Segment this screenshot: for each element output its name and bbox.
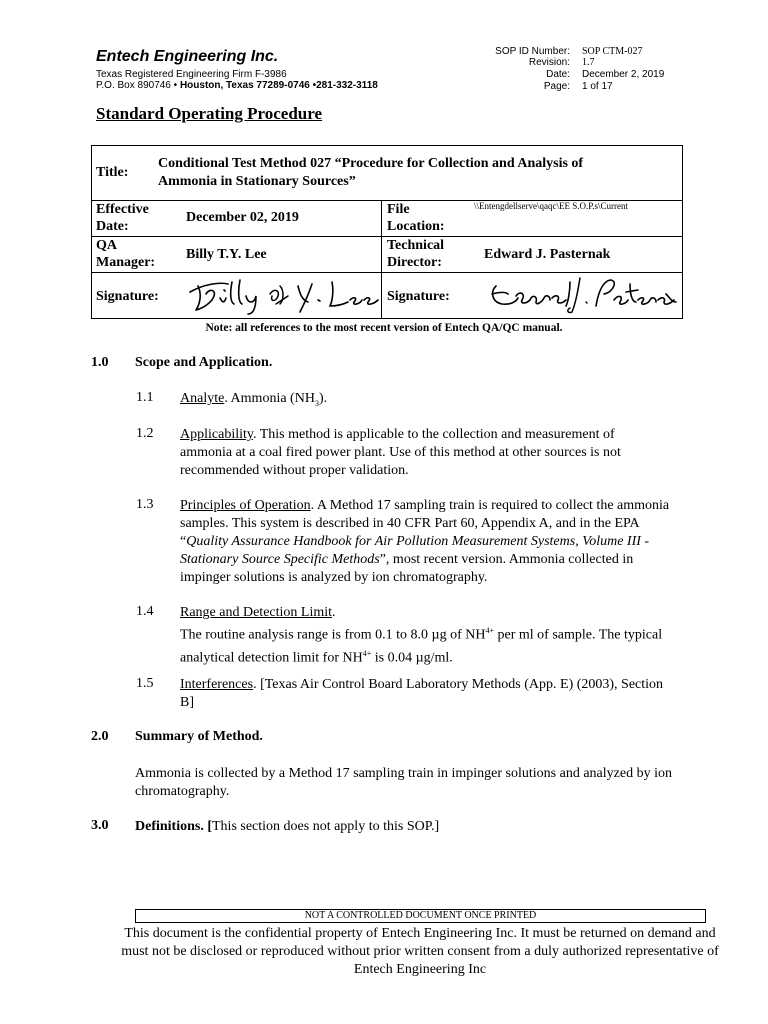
sop-id-label: SOP ID Number:	[495, 46, 570, 57]
page-label: Page:	[543, 81, 570, 92]
date-label: Date:	[546, 69, 570, 80]
subsection-1-1-number: 1.1	[136, 390, 154, 405]
section-3-text: This section does not apply to this SOP.]	[212, 819, 440, 834]
effective-date-label-2: Date:	[96, 219, 129, 234]
subsection-1-4-text	[180, 604, 700, 667]
principles-text-end: ”, most recent version. Ammonia collected in impinger solutions is analyzed by ion chromatography.	[180, 552, 634, 585]
qa-manager-label-2: Manager:	[96, 255, 156, 270]
address-city-phone: Houston, Texas 77289-0746 •281-332-3118	[179, 80, 378, 91]
analyte-subscript: 3	[314, 398, 319, 408]
document-type-title: Standard Operating Procedure	[96, 104, 323, 123]
section-2-title: Summary of Method.	[135, 729, 263, 744]
applicability-heading: Applicability	[180, 427, 253, 442]
subsection-1-5-text	[180, 676, 680, 712]
company-address	[96, 80, 378, 91]
subsection-1-2-number: 1.2	[136, 426, 154, 441]
signature-billy-lee	[184, 274, 380, 316]
signature-label-qa: Signature:	[96, 289, 159, 304]
section-3-title: Definitions. [	[135, 819, 212, 834]
title-line-2: Ammonia in Stationary Sources”	[158, 174, 356, 189]
page-value: 1 of 17	[582, 81, 613, 92]
range-superscript-b: 4+	[362, 648, 372, 658]
title-label: Title:	[96, 165, 129, 180]
revision-label: Revision:	[528, 57, 570, 68]
technical-director-value: Edward J. Pasternak	[484, 247, 611, 262]
section-1-number: 1.0	[91, 355, 109, 370]
section-2-text: Ammonia is collected by a Method 17 sampling train in impinger solutions and analyzed by ion chromatography.	[135, 766, 672, 799]
firm-registration: Texas Registered Engineering Firm F-3986	[96, 69, 287, 80]
revision-value: 1.7	[582, 57, 595, 68]
subsection-1-2-text	[180, 426, 660, 480]
technical-director-label-1: Technical	[387, 238, 445, 253]
range-text-c: is 0.04 µg/ml.	[371, 650, 453, 666]
subsection-1-1-text	[180, 390, 700, 413]
uncontrolled-document-banner: NOT A CONTROLLED DOCUMENT ONCE PRINTED	[135, 909, 706, 923]
file-location-value: \\Entengdellserve\qaqc\EE S.O.P.s\Current	[474, 201, 628, 211]
analyte-text: . Ammonia (NH	[224, 391, 315, 406]
title-line-1: Conditional Test Method 027 “Procedure for Collection and Analysis of	[158, 156, 584, 171]
section-1-title: Scope and Application.	[135, 355, 273, 370]
applicability-text: . This method is applicable to the collection and measurement of ammonia at a coal fired power plant. Use of this method at other sources is not recommended without proper validation.	[180, 427, 621, 478]
principles-text: . A Method 17 sampling train is required to collect the ammonia samples. This system is described in 40 CFR Part 60, Appendix A, and in the EPA “	[180, 498, 670, 549]
sop-info-table	[91, 145, 683, 319]
qa-manager-value: Billy T.Y. Lee	[186, 247, 267, 262]
qa-handbook-title: Quality Assurance Handbook for Air Pollution Measurement Systems, Volume III - Stationary Source Specific Methods	[180, 534, 650, 567]
effective-date-label-1: Effective	[96, 202, 149, 217]
sop-id-value: SOP CTM-027	[582, 46, 643, 57]
company-name: Entech Engineering Inc.	[96, 48, 279, 65]
qa-manager-label-1: QA	[96, 238, 117, 253]
confidentiality-notice: This document is the confidential property of Entech Engineering Inc. It must be returned on demand and must not be disclosed or reproduced without prior written consent from a duly authorized representative of Entech Engineering Inc	[121, 926, 719, 977]
subsection-1-4-number: 1.4	[136, 604, 154, 619]
range-text-b: per ml of sample. The typical analytical detection limit for NH	[180, 627, 663, 666]
range-heading-end: .	[332, 605, 336, 620]
signature-edward-pasternak	[486, 272, 680, 316]
address-po-box: P.O. Box 890746 •	[96, 80, 180, 91]
signature-label-technical: Signature:	[387, 289, 450, 304]
table-divider	[381, 200, 382, 318]
subsection-1-3-text	[180, 497, 670, 587]
interferences-heading: Interferences	[180, 677, 254, 692]
file-location-label-2: Location:	[387, 219, 445, 234]
subsection-1-3-number: 1.3	[136, 497, 154, 512]
analyte-heading: Analyte	[180, 391, 225, 406]
qa-manual-note: Note: all references to the most recent version of Entech QA/QC manual.	[205, 322, 563, 334]
file-location-label-1: File	[387, 202, 410, 217]
effective-date-value: December 02, 2019	[186, 210, 299, 225]
section-2-number: 2.0	[91, 729, 109, 744]
date-value: December 2, 2019	[582, 69, 665, 80]
analyte-text-end: ).	[318, 391, 328, 406]
interferences-text: . [Texas Air Control Board Laboratory Methods (App. E) (2003), Section B]	[180, 677, 664, 710]
technical-director-label-2: Director:	[387, 255, 442, 270]
subsection-1-5-number: 1.5	[136, 676, 154, 691]
range-text-a: The routine analysis range is from 0.1 to 8.0 µg of NH	[180, 627, 486, 643]
range-heading: Range and Detection Limit	[180, 605, 333, 620]
principles-heading: Principles of Operation	[180, 498, 311, 513]
section-3-number: 3.0	[91, 818, 109, 833]
section-3-line	[135, 818, 675, 836]
range-superscript-a: 4+	[485, 626, 495, 635]
